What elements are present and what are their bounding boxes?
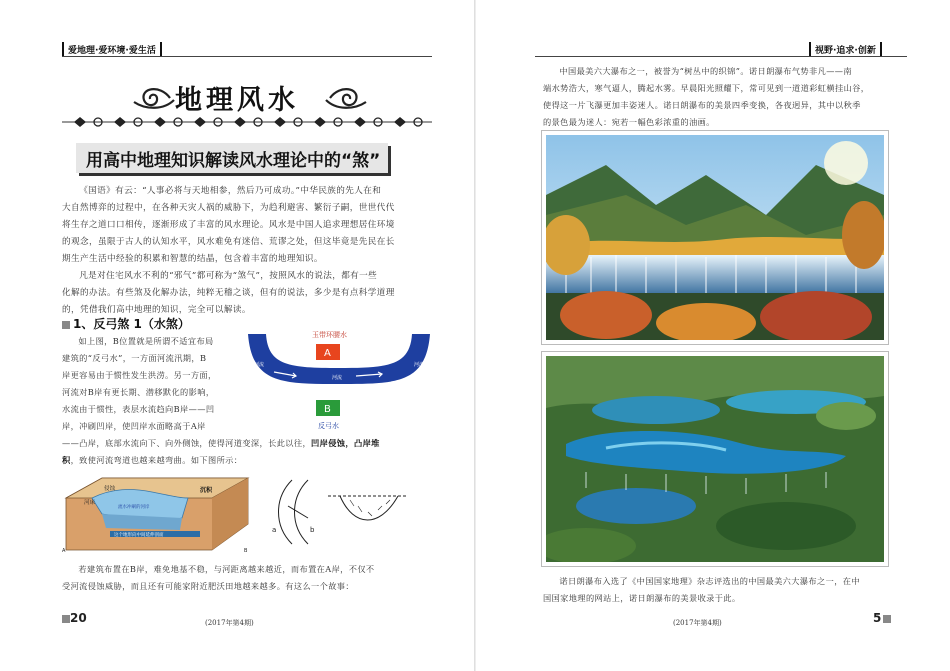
intro-line: 的观念，虽限于古人的认知水平，风水难免有迷信、荒谬之处，但这毕竟是先民在长: [62, 237, 395, 247]
page-number-marker: [883, 615, 891, 623]
section-line: 河流对B岸有更长期、潜移默化的影响，: [62, 387, 215, 397]
right-page-number: [873, 611, 891, 625]
photo-caption: [543, 573, 895, 607]
cross-a-label: a: [272, 526, 277, 534]
section-title: 1、反弓煞 1（水煞）: [73, 317, 190, 331]
intro-line: 《国语》有云：“人事必将与天地相参，然后乃可成功。”中华民族的先人在和: [79, 186, 382, 196]
section-paragraph-cont: [62, 435, 434, 469]
left-issue: (2017年第4期): [205, 619, 254, 627]
river-bend-diagram: [244, 326, 434, 436]
block-bottom-label: 这个地形向中间延伸剖面: [114, 533, 164, 538]
intro-line: 大自然博弈的过程中，在各种天灾人祸的威胁下，为趋利避害、繁衍子嗣，世世代代: [62, 203, 395, 213]
second-paragraph: [62, 268, 434, 319]
bottom-line: 受河流侵蚀威胁，而且还有可能家附近肥沃田地越来越多。有这么一个故事：: [62, 581, 354, 591]
block-channel-label: 河床: [84, 500, 96, 506]
left-header-rule: [62, 56, 432, 57]
decorative-border: [62, 115, 432, 129]
marker-b-label: B: [324, 404, 331, 415]
right-page-number-text: 5: [873, 611, 882, 625]
right-intro-line: 的景色最为迷人：宛若一幅色彩浓重的油画。: [543, 117, 715, 127]
right-intro-line: 端水势浩大，寒气逼人，腾起水雾。早晨阳光照耀下，常可见到一道道彩虹横挂山谷，: [543, 83, 870, 93]
section-line: 如上图，B位置就是所谓不适宜布局: [78, 336, 214, 346]
cross-b-label: b: [310, 526, 315, 534]
block-left-label: 侵蚀: [104, 486, 116, 492]
section-line: 岸，冲刷凹岸，使凹岸水面略高于A岸: [62, 421, 206, 431]
section-line-text: ——凸岸，底部水流向下、向外侧蚀，使得河道变深，长此以往，: [62, 438, 312, 448]
block-right-label: 沉积: [200, 487, 213, 494]
meander-block-diagram: [62, 468, 252, 552]
bottom-line: 若建筑布置在B岸，难免地基不稳，与河距离越来越近，而布置在A岸，不仅不: [78, 564, 375, 574]
heading-marker: [62, 321, 70, 329]
marker-a-label: A: [324, 348, 331, 359]
cross-section-diagram: [268, 476, 434, 548]
right-intro-paragraph: [543, 63, 895, 131]
article-title: 用高中地理知识解读风水理论中的“煞”: [86, 151, 381, 171]
section-line: 岸更容易由于惯性发生洪涝。另一方面，: [62, 370, 217, 380]
intro-line: 期生产生活中经验的积累和智慧的结晶，包含着丰富的地理知识。: [62, 254, 323, 264]
page-number-marker: [62, 615, 70, 623]
block-b-label: B: [244, 548, 248, 552]
intro-paragraph: [62, 183, 434, 268]
left-header-tag: 爱地理·爱环境·爱生活: [62, 42, 162, 57]
marker-b-sub-label: 反弓水: [318, 422, 339, 430]
lakes-photo: [541, 351, 889, 567]
right-header-tag: 视野·追求·创新: [809, 42, 882, 57]
para2-line: 凡是对住宅风水不利的“邪气”都可称为“煞气”，按照风水的说法，都有一些: [79, 271, 378, 281]
flow-label-right: 河流: [414, 362, 425, 368]
section-line: [62, 435, 434, 452]
right-intro-line: 使得这一片飞瀑更加丰姿迷人。诺日朗瀑布的美景四季变换，各夜迥异，其中以秋季: [543, 100, 861, 110]
section-line-bold: 凹岸侵蚀，凸岸堆: [311, 438, 380, 448]
right-issue: (2017年第4期): [673, 619, 722, 627]
bend-top-label: 玉带环腰水: [312, 331, 347, 339]
block-flow-label: 流水冲刷的河岸: [118, 505, 150, 510]
left-page-number: [62, 611, 87, 625]
right-intro-line: 中国最美六大瀑布之一，被誉为“树丛中的织锦”。诺日朗瀑布气势非凡——南: [559, 66, 852, 76]
section-line: [62, 452, 434, 469]
intro-line: 将生存之道口口相传，逐渐形成了丰富的风水理论。风水是中国人追求理想居住环境: [62, 220, 395, 230]
flow-label-left: 河流: [254, 362, 265, 368]
waterfall-photo-image: [546, 135, 884, 340]
right-header-rule: [535, 56, 907, 57]
section-line-text: ，致使河流弯道也越来越弯曲。如下图所示：: [70, 455, 243, 465]
right-page: [475, 0, 950, 671]
column-logo-title: 地理风水: [175, 85, 299, 116]
para2-line: 的，凭借我们高中地理的知识，完全可以解读。: [62, 305, 251, 315]
bottom-paragraph: [62, 561, 434, 595]
block-a-label: A: [62, 548, 66, 552]
section-paragraph: [62, 333, 244, 435]
flow-label-mid: 河流: [332, 375, 343, 381]
section-heading: [62, 315, 190, 332]
waterfall-photo: [541, 130, 889, 345]
caption-line: 诺日朗瀑布入选了《中国国家地理》杂志评选出的中国最美六大瀑布之一，在中: [559, 576, 860, 586]
section-line-bold: 积: [62, 455, 71, 465]
left-page-number-text: 20: [70, 611, 87, 625]
caption-line: 国国家地理的网站上，诺日朗瀑布的美景收录于此。: [543, 593, 741, 603]
section-line: 水流由于惯性，表层水流趋向B岸——凹: [62, 404, 215, 414]
lakes-photo-image: [546, 356, 884, 562]
para2-line: 化解的办法。有些煞及化解办法，纯粹无稽之谈，但有的说法，多少是有点科学道理: [62, 288, 395, 298]
section-line: 建筑的“反弓水”，一方面河流汛期，B: [62, 353, 207, 363]
